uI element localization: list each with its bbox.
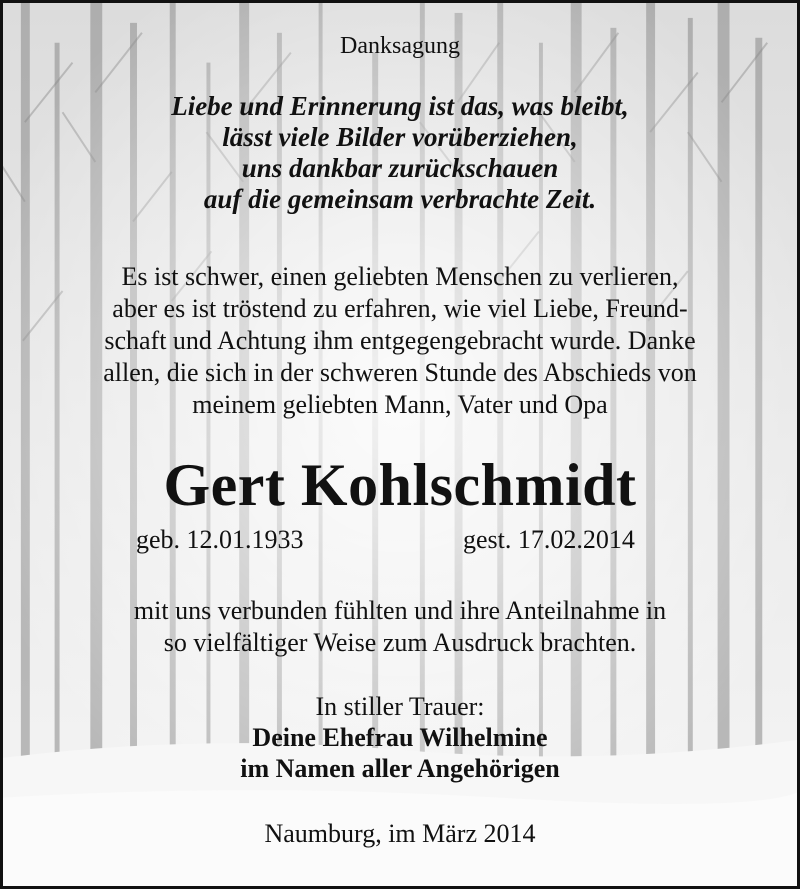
mourning-phrase: In stiller Trauer: (315, 692, 485, 721)
life-dates (3, 525, 797, 559)
body-line: so vielfältiger Weise zum Ausdruck brachten. (163, 628, 637, 657)
thank-you-text (3, 261, 797, 421)
signatory: im Namen aller Angehörigen (240, 754, 560, 783)
birth-date: geb. 12.01.1933 (136, 525, 304, 554)
poem-line: uns dankbar zurückschauen (241, 153, 559, 183)
place-and-date: Naumburg, im März 2014 (264, 819, 536, 848)
memorial-poem (3, 91, 797, 215)
signatory: Deine Ehefrau Wilhelmine (252, 723, 548, 752)
notice-heading: Danksagung (340, 33, 460, 59)
body-line: meinem geliebten Mann, Vater und Opa (192, 390, 608, 419)
poem-line: auf die gemeinsam verbrachte Zeit. (203, 184, 597, 214)
poem-line: lässt viele Bilder vorüberziehen, (222, 122, 578, 152)
signature-block (3, 691, 797, 784)
poem-line: Liebe und Erinnerung ist das, was bleibt, (171, 91, 629, 121)
body-line: mit uns verbunden fühlten und ihre Anteilnahme in (133, 596, 667, 625)
body-line: schaft und Achtung ihm entgegengebracht wurde. Danke (104, 326, 696, 355)
death-date: gest. 17.02.2014 (463, 525, 635, 554)
thank-you-text-continued (3, 595, 797, 659)
body-line: aber es ist tröstend zu erfahren, wie viel Liebe, Freund- (112, 294, 688, 323)
body-line: Es ist schwer, einen geliebten Menschen zu verlieren, (121, 262, 679, 291)
deceased-name: Gert Kohlschmidt (163, 452, 637, 518)
body-line: allen, die sich in der schweren Stunde des Abschieds von (103, 358, 697, 387)
